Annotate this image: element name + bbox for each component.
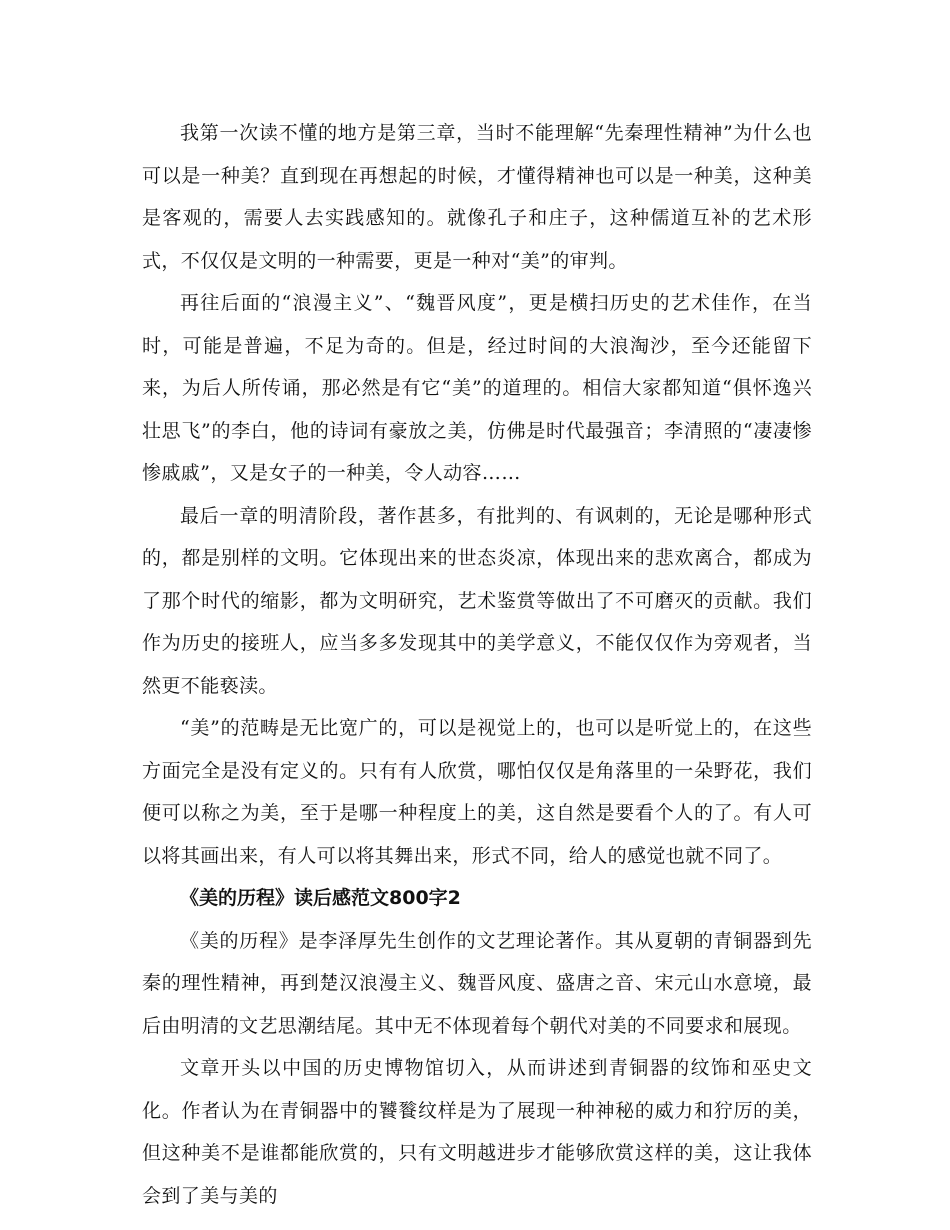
paragraph-scope-of-beauty: “美”的范畴是无比宽广的，可以是视觉上的，也可以是听觉上的，在这些方面完全是没有定义的。只有有人欣赏，哪怕仅仅是角落里的一朵野花，我们便可以称之为美，至于是哪一种程度上的美，这自然是要看个人的了。有人可以将其画出来，有人可以将其舞出来，形式不同，给人的感觉也就不同了。: [142, 717, 812, 867]
paragraph-chapter-three: 我第一次读不懂的地方是第三章，当时不能理解“先秦理性精神”为什么也可以是一种美？直到现在再想起的时候，才懂得精神也可以是一种美，这种美是客观的，需要人去实践感知的。就像孔子和庄子，这种儒道互补的艺术形式，不仅仅是文明的一种需要，更是一种对“美”的审判。: [142, 122, 812, 272]
paragraph-romanticism: 再往后面的“浪漫主义”、“魏晋风度”，更是横扫历史的艺术佳作，在当时，可能是普遍，不足为奇的。但是，经过时间的大浪淘沙，至今还能留下来，为后人所传诵，那必然是有它“美”的道理的。相信大家都知道“俱怀逸兴壮思飞”的李白，他的诗词有豪放之美，仿佛是时代最强音；李清照的“凄凄惨惨戚戚”，又是女子的一种美，令人动容……: [142, 292, 812, 484]
document-body: [142, 112, 812, 1217]
paragraph-ming-qing: 最后一章的明清阶段，著作甚多，有批判的、有讽刺的，无论是哪种形式的，都是别样的文明。它体现出来的世态炎凉，体现出来的悲欢离合，都成为了那个时代的缩影，都为文明研究，艺术鉴赏等做出了不可磨灭的贡献。我们作为历史的接班人，应当多多发现其中的美学意义，不能仅仅作为旁观者，当然更不能亵渎。: [142, 504, 812, 697]
paragraph-bronze-ware: 文章开头以中国的历史博物馆切入，从而讲述到青铜器的纹饰和巫史文化。作者认为在青铜器中的饕餮纹样是为了展现一种神秘的威力和狞厉的美，但这种美不是谁都能欣赏的，只有文明越进步才能够欣赏这样的美，这让我体会到了美与美的: [142, 1057, 812, 1207]
paragraph-book-intro: 《美的历程》是李泽厚先生创作的文艺理论著作。其从夏朝的青铜器到先秦的理性精神，再到楚汉浪漫主义、魏晋风度、盛唐之音、宋元山水意境，最后由明清的文艺思潮结尾。其中无不体现着每个朝代对美的不同要求和展现。: [142, 929, 812, 1037]
section-heading: 《美的历程》读后感范文800字2: [180, 887, 461, 909]
